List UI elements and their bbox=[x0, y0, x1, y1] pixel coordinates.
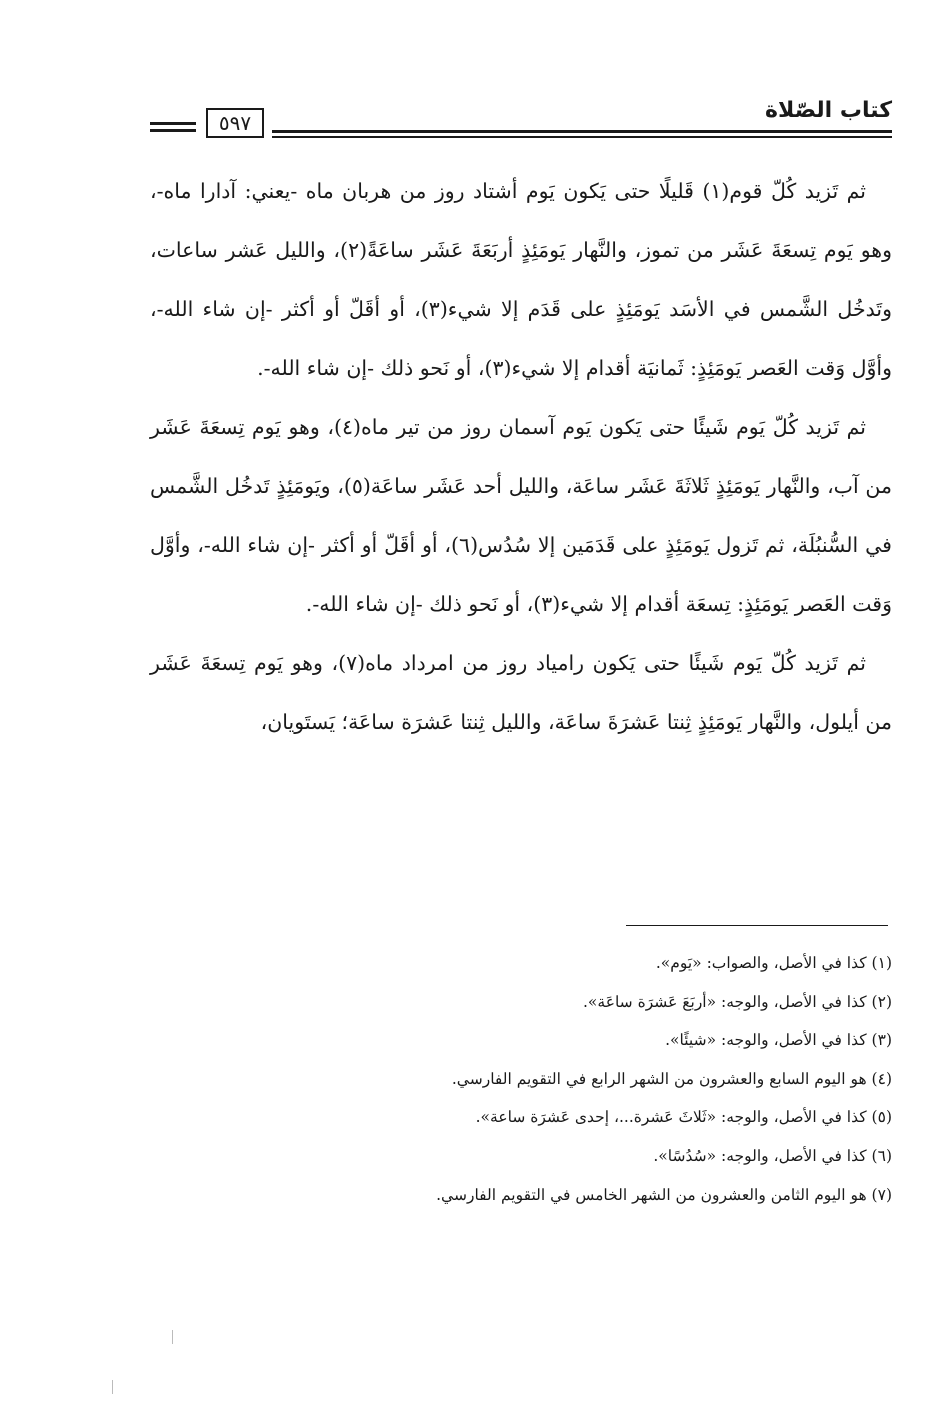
footnote: (٥) كذا في الأصل، والوجه: «ثَلاثَ عَشرة...، إحدى عَشرَة ساعة». bbox=[475, 1108, 892, 1127]
paragraph: ثم تَزيد كُلّ يَوم شَيئًا حتى يَكون يَوم آسمان روز من تير ماه(٤)، وهو يَوم تِسعَةَ عَشَر من آب، والنَّهار يَومَئِذٍ ثَلاثَةَ عَشَر ساعَة، والليل أحد عَشَر ساعَة(٥)، ويَومَئِذٍ تَدخُل الشَّمس في السُّنبُلَة، ثم تَزول يَومَئِذٍ على قَدَمَين إلا سُدُس(٦)، أو أقَلّ أو أكثر -إن شاء الله-، وأوَّل وَقت العَصر يَومَئِذٍ: تِسعَة أقدام إلا شيء(٣)، أو نَحو ذلك -إن شاء الله-. bbox=[150, 415, 893, 616]
footnotes bbox=[300, 944, 892, 1214]
page-header bbox=[150, 96, 892, 146]
scan-mark bbox=[172, 1330, 173, 1344]
footnote: (٧) هو اليوم الثامن والعشرون من الشهر الخامس في التقويم الفارسي. bbox=[436, 1185, 892, 1204]
paragraph: ثم تَزيد كُلّ قوم(١) قَليلًا حتى يَكون يَوم أشتاد روز من هربان ماه -يعني: آدارا ماه-، وهو يَوم تِسعَةَ عَشَر من تموز، والنَّهار يَومَئِذٍ أربَعَةَ عَشَر ساعَةً(٢)، والليل عَشر ساعات، وتَدخُل الشَّمس في الأسَد يَومَئِذٍ على قَدَم إلا شيء(٣)، أو أقَلّ أو أكثر -إن شاء الله-، وأوَّل وَقت العَصر يَومَئِذٍ: ثَمانيَة أقدام إلا شيء(٣)، أو نَحو ذلك -إن شاء الله-. bbox=[150, 179, 892, 380]
header-rule bbox=[272, 136, 892, 138]
header-rule bbox=[272, 130, 892, 133]
page-number-box: ٥٩٧ bbox=[206, 108, 264, 138]
footnote: (٦) كذا في الأصل، والوجه: «سُدُسًا». bbox=[653, 1146, 892, 1165]
paragraph: ثم تَزيد كُلّ يَوم شَيئًا حتى يَكون رامياد روز من امرداد ماه(٧)، وهو يَوم تِسعَةَ عَشَر من أيلول، والنَّهار يَومَئِذٍ ثِنتا عَشرَةَ ساعَة، والليل ثِنتا عَشرَة ساعَة؛ يَستَويان، bbox=[150, 651, 892, 734]
main-text bbox=[150, 162, 892, 752]
header-rule bbox=[150, 122, 196, 125]
scan-mark bbox=[112, 1380, 113, 1394]
footnote: (٣) كذا في الأصل، والوجه: «شيئًا». bbox=[665, 1031, 892, 1050]
header-rule bbox=[150, 129, 196, 132]
footnote: (٤) هو اليوم السابع والعشرون من الشهر الرابع في التقويم الفارسي. bbox=[451, 1069, 892, 1088]
footnote-separator bbox=[626, 925, 888, 926]
footnote: (٢) كذا في الأصل، والوجه: «أربَعَ عَشرَة ساعَة». bbox=[582, 992, 892, 1011]
running-title: كتاب الصّلاة bbox=[765, 98, 892, 123]
footnote: (١) كذا في الأصل، والصواب: «يَوم». bbox=[655, 954, 892, 972]
